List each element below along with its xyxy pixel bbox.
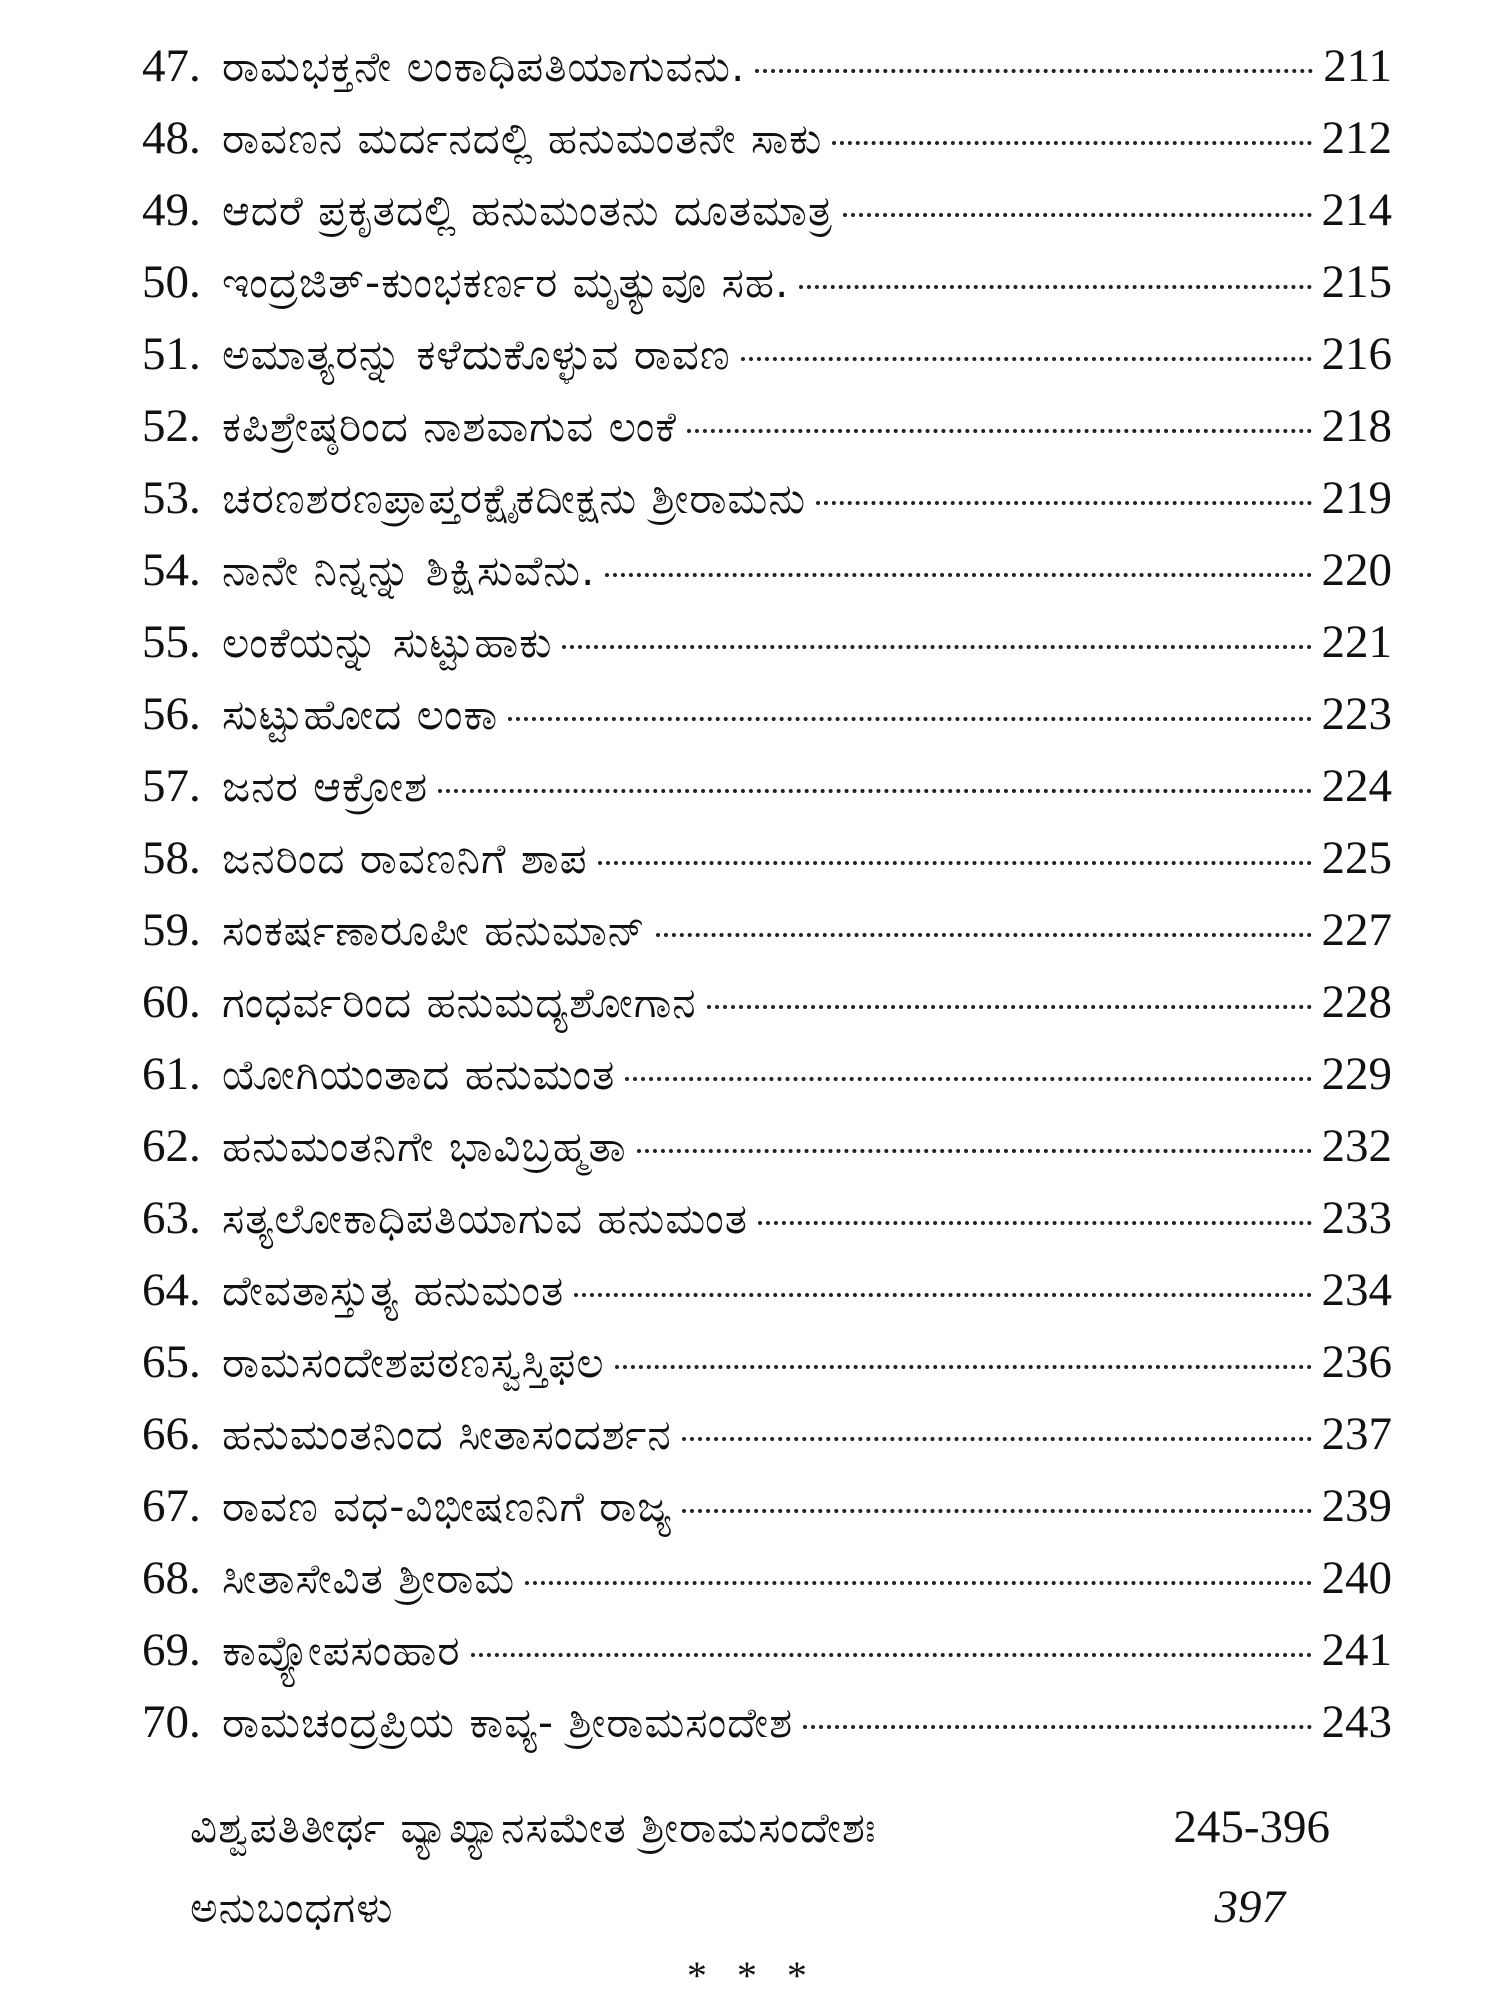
toc-entry-page: 228 xyxy=(1321,976,1392,1028)
toc-entry-title: ಕಾವ್ಯೋಪಸಂಹಾರ xyxy=(222,1626,461,1675)
toc-entry xyxy=(142,1254,1392,1326)
toc-entry-title: ಸಂಕರ್ಷಣಾರೂಪೀ ಹನುಮಾನ್ xyxy=(222,906,646,955)
toc-entry xyxy=(142,1182,1392,1254)
toc-entry-page: 216 xyxy=(1321,328,1392,380)
toc-entry-title: ನಾನೇ ನಿನ್ನನ್ನು ಶಿಕ್ಷಿಸುವೆನು. xyxy=(222,546,596,595)
toc-entry-title: ರಾಮಚಂದ್ರಪ್ರಿಯ ಕಾವ್ಯ- ಶ್ರೀರಾಮಸಂದೇಶ xyxy=(222,1698,794,1747)
dot-leader xyxy=(682,1437,1312,1441)
toc-entry-page: 219 xyxy=(1321,472,1392,524)
toc-entry xyxy=(142,966,1392,1038)
toc-entry-number: 68. xyxy=(142,1552,201,1604)
dot-leader xyxy=(615,1365,1312,1369)
toc-entry-number: 58. xyxy=(142,832,201,884)
toc-entry-number: 67. xyxy=(142,1480,201,1532)
toc-entry xyxy=(142,1110,1392,1182)
toc-entry-page: 229 xyxy=(1321,1048,1392,1100)
toc-entry-title: ಹನುಮಂತನಿಗೇ ಭಾವಿಬ್ರಹ್ಮತಾ xyxy=(222,1122,627,1171)
toc-entry xyxy=(142,606,1392,678)
dot-leader xyxy=(682,1509,1311,1513)
toc-entry-number: 51. xyxy=(142,328,201,380)
dot-leader xyxy=(438,789,1311,793)
toc-entry-number: 50. xyxy=(142,256,201,308)
toc-entry-page: 236 xyxy=(1321,1336,1392,1388)
toc-entry xyxy=(142,1614,1392,1686)
toc-entry xyxy=(142,318,1392,390)
toc-entry-number: 70. xyxy=(142,1696,201,1748)
dot-leader xyxy=(707,1005,1312,1009)
dot-leader xyxy=(832,141,1311,145)
toc-entry-title: ಸುಟ್ಟುಹೋದ ಲಂಕಾ xyxy=(222,690,499,739)
toc-entry xyxy=(142,534,1392,606)
toc-entry xyxy=(142,1470,1392,1542)
toc-entry-page: 239 xyxy=(1321,1480,1392,1532)
toc-entry xyxy=(142,1686,1392,1758)
appendices-page: 397 xyxy=(1214,1881,1285,1933)
dot-leader xyxy=(508,717,1311,721)
toc-entry-number: 69. xyxy=(142,1624,201,1676)
toc-entry xyxy=(142,390,1392,462)
toc-entry-number: 62. xyxy=(142,1120,201,1172)
toc-entry-number: 53. xyxy=(142,472,201,524)
toc-entry-title: ಇಂದ್ರಜಿತ್-ಕುಂಭಕರ್ಣರ ಮೃತ್ಯುವೂ ಸಹ. xyxy=(222,258,790,307)
dot-leader xyxy=(637,1149,1312,1153)
toc-entry-title: ಯೋಗಿಯಂತಾದ ಹನುಮಂತ xyxy=(222,1050,616,1099)
dot-leader xyxy=(525,1581,1311,1585)
toc-entry-page: 233 xyxy=(1321,1192,1392,1244)
toc-entry-title: ರಾಮಭಕ್ತನೇ ಲಂಕಾಧಿಪತಿಯಾಗುವನು. xyxy=(222,42,746,91)
dot-leader xyxy=(799,285,1311,289)
toc-entry-number: 59. xyxy=(142,904,201,956)
toc-entry-page: 218 xyxy=(1321,400,1392,452)
toc-entry-number: 65. xyxy=(142,1336,201,1388)
toc-entry-title: ಜನರಿಂದ ರಾವಣನಿಗೆ ಶಾಪ xyxy=(222,834,588,883)
commentary-entry xyxy=(190,1800,1330,1854)
toc-entry-title: ರಾವಣನ ಮರ್ದನದಲ್ಲಿ ಹನುಮಂತನೇ ಸಾಕು xyxy=(222,114,823,163)
toc-entry-page: 223 xyxy=(1321,688,1392,740)
toc-entry-number: 66. xyxy=(142,1408,201,1460)
toc-entry-page: 221 xyxy=(1321,616,1392,668)
toc-entry-number: 48. xyxy=(142,112,201,164)
toc-entry-title: ಲಂಕೆಯನ್ನು ಸುಟ್ಟುಹಾಕು xyxy=(222,618,553,667)
dot-leader xyxy=(625,1077,1311,1081)
dot-leader xyxy=(562,645,1311,649)
toc-entry-page: 237 xyxy=(1321,1408,1392,1460)
commentary-title: ವಿಶ್ವಪತಿತೀರ್ಥ ವ್ಯಾಖ್ಯಾನಸಮೇತ ಶ್ರೀರಾಮಸಂದೇಶಃ xyxy=(190,1803,877,1852)
toc-entry xyxy=(142,822,1392,894)
toc-entry-title: ಜನರ ಆಕ್ರೋಶ xyxy=(222,762,429,811)
table-of-contents xyxy=(142,30,1392,1758)
toc-entry-title: ರಾವಣ ವಧ-ವಿಭೀಷಣನಿಗೆ ರಾಜ್ಯ xyxy=(222,1482,673,1531)
dot-leader xyxy=(755,69,1313,73)
toc-entry-page: 227 xyxy=(1321,904,1392,956)
dot-leader xyxy=(758,1221,1311,1225)
toc-entry-page: 225 xyxy=(1321,832,1392,884)
toc-entry-number: 49. xyxy=(142,184,201,236)
dot-leader xyxy=(605,573,1311,577)
toc-entry-title: ಅಮಾತ್ಯರನ್ನು ಕಳೆದುಕೊಳ್ಳುವ ರಾವಣ xyxy=(222,330,731,379)
toc-entry-page: 215 xyxy=(1321,256,1392,308)
dot-leader xyxy=(741,357,1312,361)
toc-entry xyxy=(142,678,1392,750)
toc-entry-title: ಗಂಧರ್ವರಿಂದ ಹನುಮದ್ಯಶೋಗಾನ xyxy=(222,978,697,1027)
dot-leader xyxy=(687,429,1312,433)
dot-leader xyxy=(803,1725,1311,1729)
toc-entry xyxy=(142,30,1392,102)
toc-entry-number: 54. xyxy=(142,544,201,596)
toc-entry-title: ಹನುಮಂತನಿಂದ ಸೀತಾಸಂದರ್ಶನ xyxy=(222,1410,672,1459)
dot-leader xyxy=(816,501,1311,505)
toc-entry xyxy=(142,1038,1392,1110)
dot-leader xyxy=(574,1293,1311,1297)
toc-entry-page: 211 xyxy=(1323,40,1392,92)
toc-entry-page: 241 xyxy=(1321,1624,1392,1676)
dot-leader xyxy=(843,213,1312,217)
dot-leader xyxy=(656,933,1312,937)
toc-entry-page: 232 xyxy=(1321,1120,1392,1172)
dot-leader xyxy=(471,1653,1312,1657)
appendices-entry xyxy=(190,1880,1330,1934)
toc-entry-page: 234 xyxy=(1321,1264,1392,1316)
toc-entry-page: 212 xyxy=(1321,112,1392,164)
toc-entry-title: ಆದರೆ ಪ್ರಕೃತದಲ್ಲಿ ಹನುಮಂತನು ದೂತಮಾತ್ರ xyxy=(222,186,833,235)
toc-entry-title: ಚರಣಶರಣಪ್ರಾಪ್ತರಕ್ಷೈಕದೀಕ್ಷನು ಶ್ರೀರಾಮನು xyxy=(222,474,807,523)
toc-entry-number: 61. xyxy=(142,1048,201,1100)
toc-entry-page: 243 xyxy=(1321,1696,1392,1748)
toc-entry xyxy=(142,894,1392,966)
dot-leader xyxy=(598,861,1312,865)
toc-entry-title: ಸೀತಾಸೇವಿತ ಶ್ರೀರಾಮ xyxy=(222,1554,516,1603)
toc-entry-page: 224 xyxy=(1321,760,1392,812)
toc-entry xyxy=(142,102,1392,174)
toc-entry-page: 220 xyxy=(1321,544,1392,596)
toc-entry xyxy=(142,1542,1392,1614)
toc-entry-number: 52. xyxy=(142,400,201,452)
toc-entry-page: 240 xyxy=(1321,1552,1392,1604)
toc-entry-number: 57. xyxy=(142,760,201,812)
toc-entry xyxy=(142,174,1392,246)
toc-entry-title: ದೇವತಾಸ್ತುತ್ಯ ಹನುಮಂತ xyxy=(222,1266,565,1315)
toc-entry xyxy=(142,750,1392,822)
toc-entry-number: 55. xyxy=(142,616,201,668)
toc-entry xyxy=(142,462,1392,534)
end-mark: * * * xyxy=(685,1953,815,1998)
toc-entry xyxy=(142,246,1392,318)
toc-entry-number: 47. xyxy=(142,40,201,92)
toc-entry-title: ರಾಮಸಂದೇಶಪಠಣಸ್ವಸ್ತಿಫಲ xyxy=(222,1338,605,1387)
toc-entry-number: 63. xyxy=(142,1192,201,1244)
toc-entry-title: ಸತ್ಯಲೋಕಾಧಿಪತಿಯಾಗುವ ಹನುಮಂತ xyxy=(222,1194,749,1243)
toc-entry xyxy=(142,1398,1392,1470)
toc-entry-number: 56. xyxy=(142,688,201,740)
appendices-title: ಅನುಬಂಧಗಳು xyxy=(190,1883,394,1932)
commentary-page-range: 245-396 xyxy=(1173,1801,1330,1853)
toc-entry-page: 214 xyxy=(1321,184,1392,236)
toc-entry-number: 60. xyxy=(142,976,201,1028)
toc-entry xyxy=(142,1326,1392,1398)
toc-entry-number: 64. xyxy=(142,1264,201,1316)
toc-entry-title: ಕಪಿಶ್ರೇಷ್ಠರಿಂದ ನಾಶವಾಗುವ ಲಂಕೆ xyxy=(222,402,677,451)
